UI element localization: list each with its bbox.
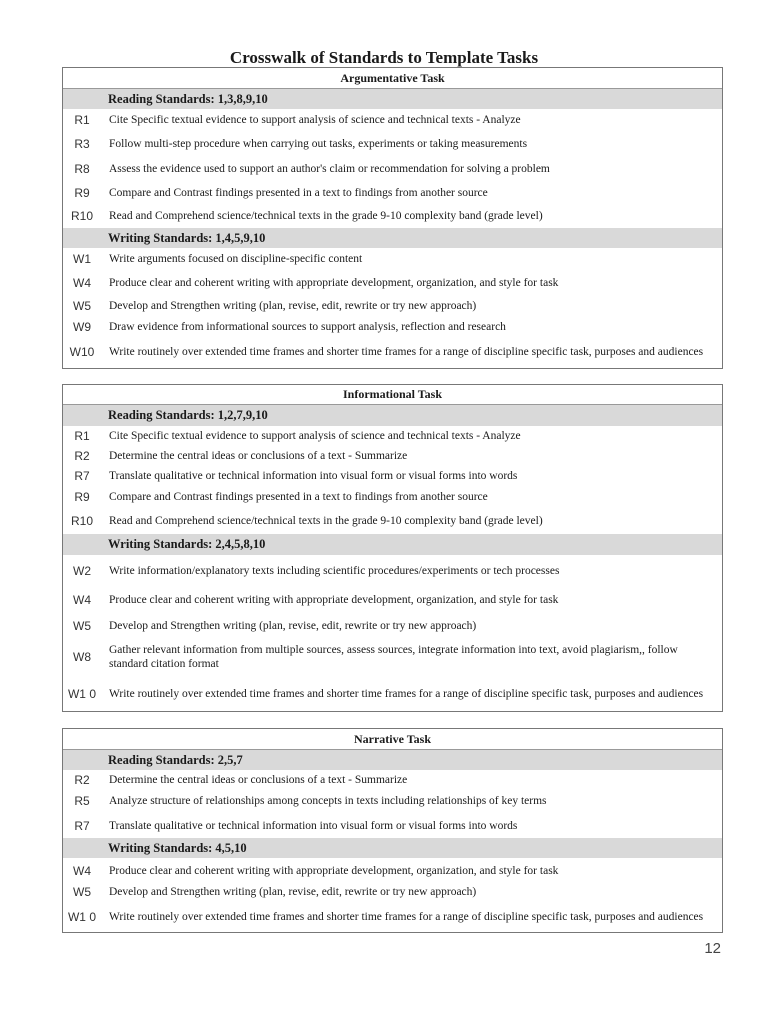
standard-row (63, 883, 722, 901)
standard-row (63, 508, 722, 534)
section-heading-text: Writing Standards: 2,4,5,8,10 (108, 537, 266, 551)
standard-description: Gather relevant information from multiple sources, assess sources, integrate information into text, avoid plagiarism,, follow standard citation format (109, 644, 678, 670)
standard-description: Write routinely over extended time frames and shorter time frames for a range of discipline specific task, purposes and audiences (109, 687, 704, 700)
task-title: Informational Task (63, 385, 722, 405)
standard-code: W2 (73, 563, 91, 578)
standard-row (63, 181, 722, 204)
standard-description: Draw evidence from informational sources to support analysis, reflection and research (109, 321, 506, 333)
standard-row (63, 337, 722, 367)
standard-code: W5 (73, 885, 91, 899)
standard-row (63, 586, 722, 613)
section-heading-text: Reading Standards: 1,2,7,9,10 (108, 408, 268, 422)
reading-standards-heading (63, 89, 722, 109)
standard-code: R9 (74, 185, 90, 200)
standard-code: R3 (74, 136, 90, 151)
standard-row (63, 295, 722, 317)
standard-code: R7 (74, 818, 90, 833)
standard-description: Determine the central ideas or conclusions of a text - Summarize (109, 450, 408, 462)
standard-description: Follow multi-step procedure when carrying out tasks, experiments or taking measurements (109, 137, 528, 150)
standard-code: W1 (73, 252, 91, 266)
standard-description: Write information/explanatory texts including scientific procedures/experiments or tech processes (109, 564, 560, 577)
document-title: Crosswalk of Standards to Template Tasks (229, 48, 539, 67)
standard-row (63, 317, 722, 337)
standard-row (63, 901, 722, 932)
standard-code: W9 (73, 320, 91, 334)
reading-standards-heading (63, 405, 722, 426)
standard-code: W8 (73, 650, 91, 664)
standard-description: Translate qualitative or technical information into visual form or visual forms into words (109, 819, 518, 832)
standard-code: R1 (74, 113, 90, 127)
standard-code: R10 (70, 514, 93, 528)
standard-row (63, 131, 722, 156)
standard-row (63, 555, 722, 586)
standard-row (63, 248, 722, 270)
section-heading-text: Reading Standards: 2,5,7 (108, 752, 243, 767)
standard-description: Assess the evidence used to support an author's claim or recommendation for solving a problem (109, 162, 550, 175)
standard-row (63, 446, 722, 466)
page-number: 12 (704, 940, 721, 957)
standard-description: Write routinely over extended time frames and shorter time frames for a range of discipline specific task, purposes and audiences (109, 346, 704, 358)
narrative-task-table (62, 728, 723, 933)
section-heading-text: Writing Standards: 1,4,5,9,10 (108, 230, 266, 245)
standard-description: Develop and Strengthen writing (plan, revise, edit, rewrite or try new approach) (109, 300, 477, 312)
standard-description: Determine the central ideas or conclusions of a text - Summarize (109, 773, 408, 786)
standard-code: W4 (73, 592, 91, 607)
standard-code: W10 (69, 345, 95, 359)
standard-description: Read and Comprehend science/technical texts in the grade 9-10 complexity band (grade level) (109, 210, 543, 222)
standard-code: R10 (70, 209, 93, 223)
standard-row (63, 638, 722, 676)
standard-row (63, 204, 722, 228)
task-title: Argumentative Task (63, 68, 722, 89)
informational-task-table (62, 384, 723, 712)
argumentative-task-table (62, 67, 723, 369)
standard-row (63, 156, 722, 181)
standard-code: R2 (74, 772, 90, 787)
writing-standards-heading (63, 534, 722, 555)
standard-description: Compare and Contrast findings presented in a text to findings from another source (109, 491, 488, 503)
standard-description: Compare and Contrast findings presented in a text to findings from another source (109, 186, 488, 199)
standard-description: Produce clear and coherent writing with appropriate development, organization, and style for task (109, 864, 559, 877)
standard-code: R2 (74, 449, 90, 463)
standard-description: Develop and Strengthen writing (plan, revise, edit, rewrite or try new approach) (109, 886, 477, 898)
standard-description: Write routinely over extended time frames and shorter time frames for a range of discipline specific task, purposes and audiences (109, 910, 704, 923)
standard-code: W1 0 (67, 909, 96, 924)
standard-description: Translate qualitative or technical information into visual form or visual forms into words (109, 470, 518, 482)
standard-row (63, 109, 722, 131)
standard-code: W1 0 (67, 686, 96, 701)
standard-description: Produce clear and coherent writing with appropriate development, organization, and style for task (109, 276, 559, 289)
writing-standards-heading (63, 838, 722, 858)
standard-description: Produce clear and coherent writing with appropriate development, organization, and style for task (109, 593, 559, 606)
standard-description: Read and Comprehend science/technical texts in the grade 9-10 complexity band (grade level) (109, 515, 543, 527)
standard-row (63, 270, 722, 295)
section-heading-text: Writing Standards: 4,5,10 (108, 840, 247, 855)
standard-row (63, 813, 722, 838)
standard-description: Cite Specific textual evidence to support analysis of science and technical texts - Analyze (109, 114, 521, 126)
standard-row (63, 789, 722, 813)
standard-row (63, 486, 722, 508)
standard-code: W5 (73, 299, 91, 313)
standard-code: R7 (74, 469, 90, 483)
standard-code: R8 (74, 161, 90, 176)
standard-description: Develop and Strengthen writing (plan, revise, edit, rewrite or try new approach) (109, 619, 477, 632)
standard-row (63, 770, 722, 789)
standard-code: W5 (73, 618, 91, 633)
standard-row (63, 858, 722, 883)
standard-code: R1 (74, 429, 90, 443)
standard-description: Analyze structure of relationships among concepts in texts including relationships of key terms (109, 795, 547, 807)
standard-code: R5 (74, 794, 90, 808)
section-heading-text: Reading Standards: 1,3,8,9,10 (108, 91, 268, 106)
standard-row (63, 426, 722, 446)
standard-code: R9 (74, 490, 90, 504)
standard-row (63, 613, 722, 638)
standard-code: W4 (73, 863, 91, 878)
task-title: Narrative Task (63, 729, 722, 750)
standard-row (63, 466, 722, 486)
standard-row (63, 676, 722, 711)
standard-code: W4 (73, 275, 91, 290)
reading-standards-heading (63, 750, 722, 770)
standard-description: Write arguments focused on discipline-specific content (109, 253, 363, 265)
standard-description: Cite Specific textual evidence to support analysis of science and technical texts - Analyze (109, 430, 521, 442)
writing-standards-heading (63, 228, 722, 248)
